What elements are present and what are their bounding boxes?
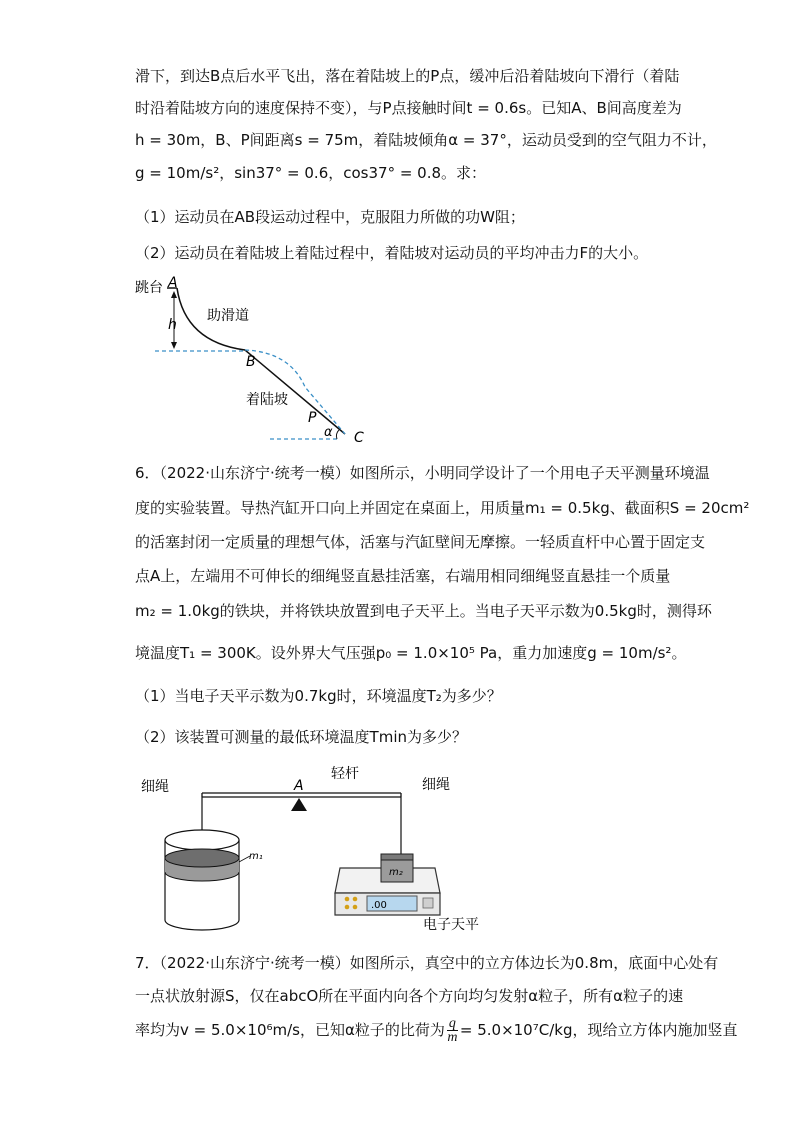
q5-line-4: g = 10m/s²，sin37° = 0.6，cos37° = 0.8。求： xyxy=(135,164,487,182)
q7-line-3-start: 率均为v = 5.0×10⁶m/s，已知α粒子的比荷为 xyxy=(135,1021,445,1039)
q6-subq-2: （2）该装置可测量的最低环境温度Tmin为多少？ xyxy=(135,728,467,746)
point-a-label: A xyxy=(168,275,178,291)
q5-line-3: h = 30m，B、P间距离s = 75m，着陆坡倾角α = 37°，运动员受到的空气阻力不计， xyxy=(135,131,717,149)
q6-line-4: 点A上，左端用不可伸长的细绳竖直悬挂活塞，右端用相同细绳竖直悬挂一个质量 xyxy=(135,567,671,585)
scale-display-value: .00 xyxy=(371,900,387,911)
point-b-label: B xyxy=(246,354,256,370)
q7-line-2: 一点状放射源S，仅在abcO所在平面内向各个方向均匀发射α粒子，所有α粒子的速 xyxy=(135,987,684,1005)
pivot-icon xyxy=(291,798,307,811)
q5-subq-1: （1）运动员在AB段运动过程中，克服阻力所做的功W阻； xyxy=(135,208,525,226)
q5-line-2: 时沿着陆坡方向的速度保持不变），与P点接触时间t = 0.6s。已知A、B间高度差为 xyxy=(135,99,682,117)
rope-left-label: 细绳 xyxy=(141,779,169,795)
fraction-numerator: q xyxy=(448,1016,456,1031)
q5-subq-2: （2）运动员在着陆坡上着陆过程中，着陆坡对运动员的平均冲击力F的大小。 xyxy=(135,244,649,262)
point-p-label: P xyxy=(308,410,317,426)
point-c-label: C xyxy=(354,430,364,446)
q7-line-3-end: = 5.0×10⁷C/kg，现给立方体内施加竖直 xyxy=(459,1021,738,1039)
q6-line-6: 境温度T₁ = 300K。设外界大气压强p₀ = 1.0×10⁵ Pa，重力加速度g = 10m/s²。 xyxy=(135,644,687,662)
rod-label: 轻杆 xyxy=(331,766,359,782)
q6-line-1: 6．（2022·山东济宁·统考一模）如图所示，小明同学设计了一个用电子天平测量环境温 xyxy=(135,464,710,482)
height-h-label: h xyxy=(168,317,177,333)
angle-alpha-label: α xyxy=(324,425,333,440)
q6-line-2: 度的实验装置。导热汽缸开口向上并固定在桌面上，用质量m₁ = 0.5kg、截面积S = 20cm² xyxy=(135,499,750,517)
q6-line-3: 的活塞封闭一定质量的理想气体，活塞与汽缸壁间无摩擦。一轻质直杆中心置于固定支 xyxy=(135,533,706,551)
landing-slope-label: 着陆坡 xyxy=(246,392,288,408)
fraction-denominator: m xyxy=(447,1030,458,1045)
thermometer-apparatus-figure xyxy=(135,758,495,938)
q7-line-3 xyxy=(135,1017,737,1044)
q7-line-1: 7．（2022·山东济宁·统考一模）如图所示，真空中的立方体边长为0.8m，底面中心处有 xyxy=(135,954,719,972)
pivot-a-label: A xyxy=(294,778,304,794)
jump-platform-label: 跳台 xyxy=(135,280,163,296)
piston-mass-label: m₁ xyxy=(249,851,263,862)
q6-subq-1: （1）当电子天平示数为0.7kg时，环境温度T₂为多少？ xyxy=(135,687,502,705)
q6-line-5: m₂ = 1.0kg的铁块，并将铁块放置到电子天平上。当电子天平示数为0.5kg时，测得环 xyxy=(135,602,712,620)
track-label: 助滑道 xyxy=(207,308,249,324)
block-mass-label: m₂ xyxy=(389,867,403,878)
charge-mass-fraction xyxy=(447,1017,458,1044)
electronic-scale-label: 电子天平 xyxy=(423,917,479,933)
q5-line-1: 滑下，到达B点后水平飞出，落在着陆坡上的P点，缓冲后沿着陆坡向下滑行（着陆 xyxy=(135,67,680,85)
ski-jump-figure xyxy=(125,272,385,450)
rope-right-label: 细绳 xyxy=(422,777,450,793)
